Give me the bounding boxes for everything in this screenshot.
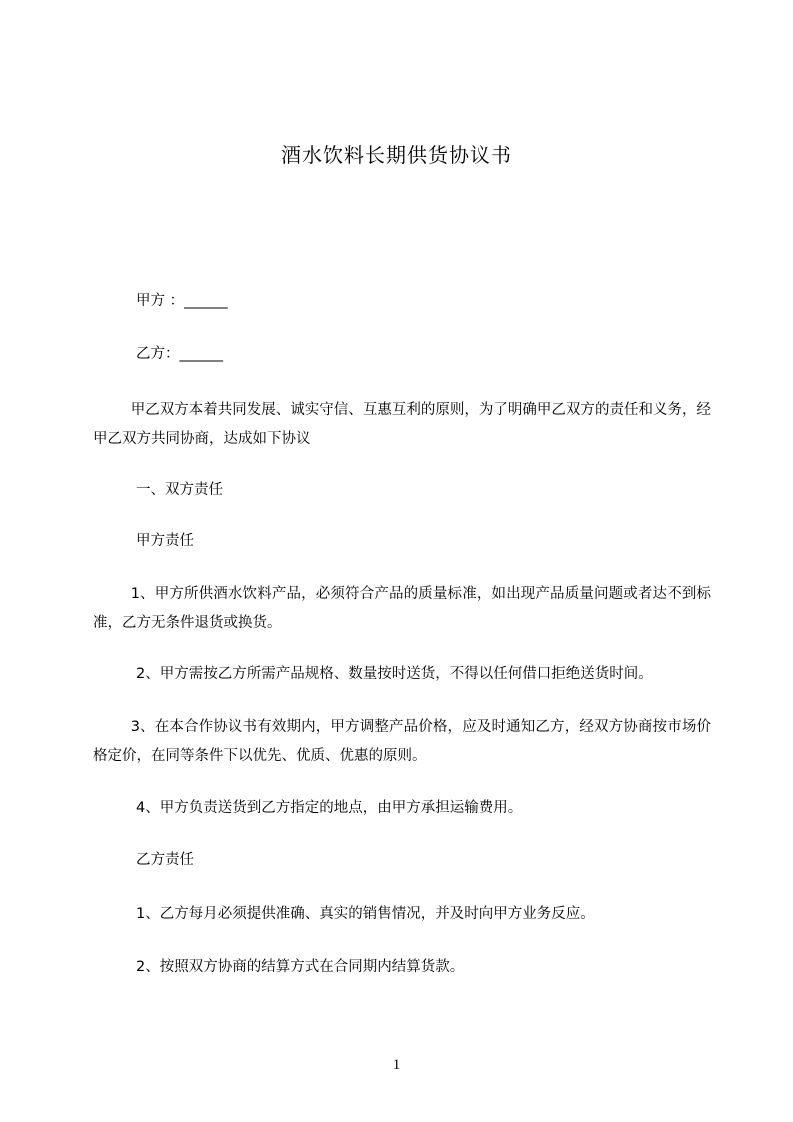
party-a-duty-1: 1、甲方所供酒水饮料产品，必须符合产品的质量标准，如出现产品质量问题或者达不到标准，乙方无条件退货或换货。: [93, 586, 711, 631]
party-a-duty-2: 2、甲方需按乙方所需产品规格、数量按时送货，不得以任何借口拒绝送货时间。: [136, 666, 653, 682]
party-a-line: 甲方 ：______: [136, 293, 228, 309]
page-number: 1: [392, 1057, 401, 1073]
intro-paragraph: 甲乙双方本着共同发展、诚实守信、互惠互利的原则，为了明确甲乙双方的责任和义务，经甲乙双方共同协商，达成如下协议: [93, 402, 711, 447]
party-b-duties-heading: 乙方责任: [136, 852, 194, 868]
document-title: 酒水饮料长期供货协议书: [281, 143, 512, 167]
party-b-duty-1: 1、乙方每月必须提供准确、真实的销售情况，并及时向甲方业务反应。: [136, 906, 595, 922]
party-a-duty-3: 3、在本合作协议书有效期内，甲方调整产品价格，应及时通知乙方，经双方协商按市场价格定价，在同等条件下以优先、优质、优惠的原则。: [93, 719, 711, 764]
section-heading-responsibilities: 一、双方责任: [136, 482, 223, 498]
party-a-duty-4: 4、甲方负责送货到乙方指定的地点，由甲方承担运输费用。: [136, 800, 523, 816]
party-b-line: 乙方：______: [136, 346, 223, 362]
party-b-duty-2: 2、按照双方协商的结算方式在合同期内结算货款。: [136, 959, 465, 975]
party-a-duties-heading: 甲方责任: [136, 533, 194, 549]
